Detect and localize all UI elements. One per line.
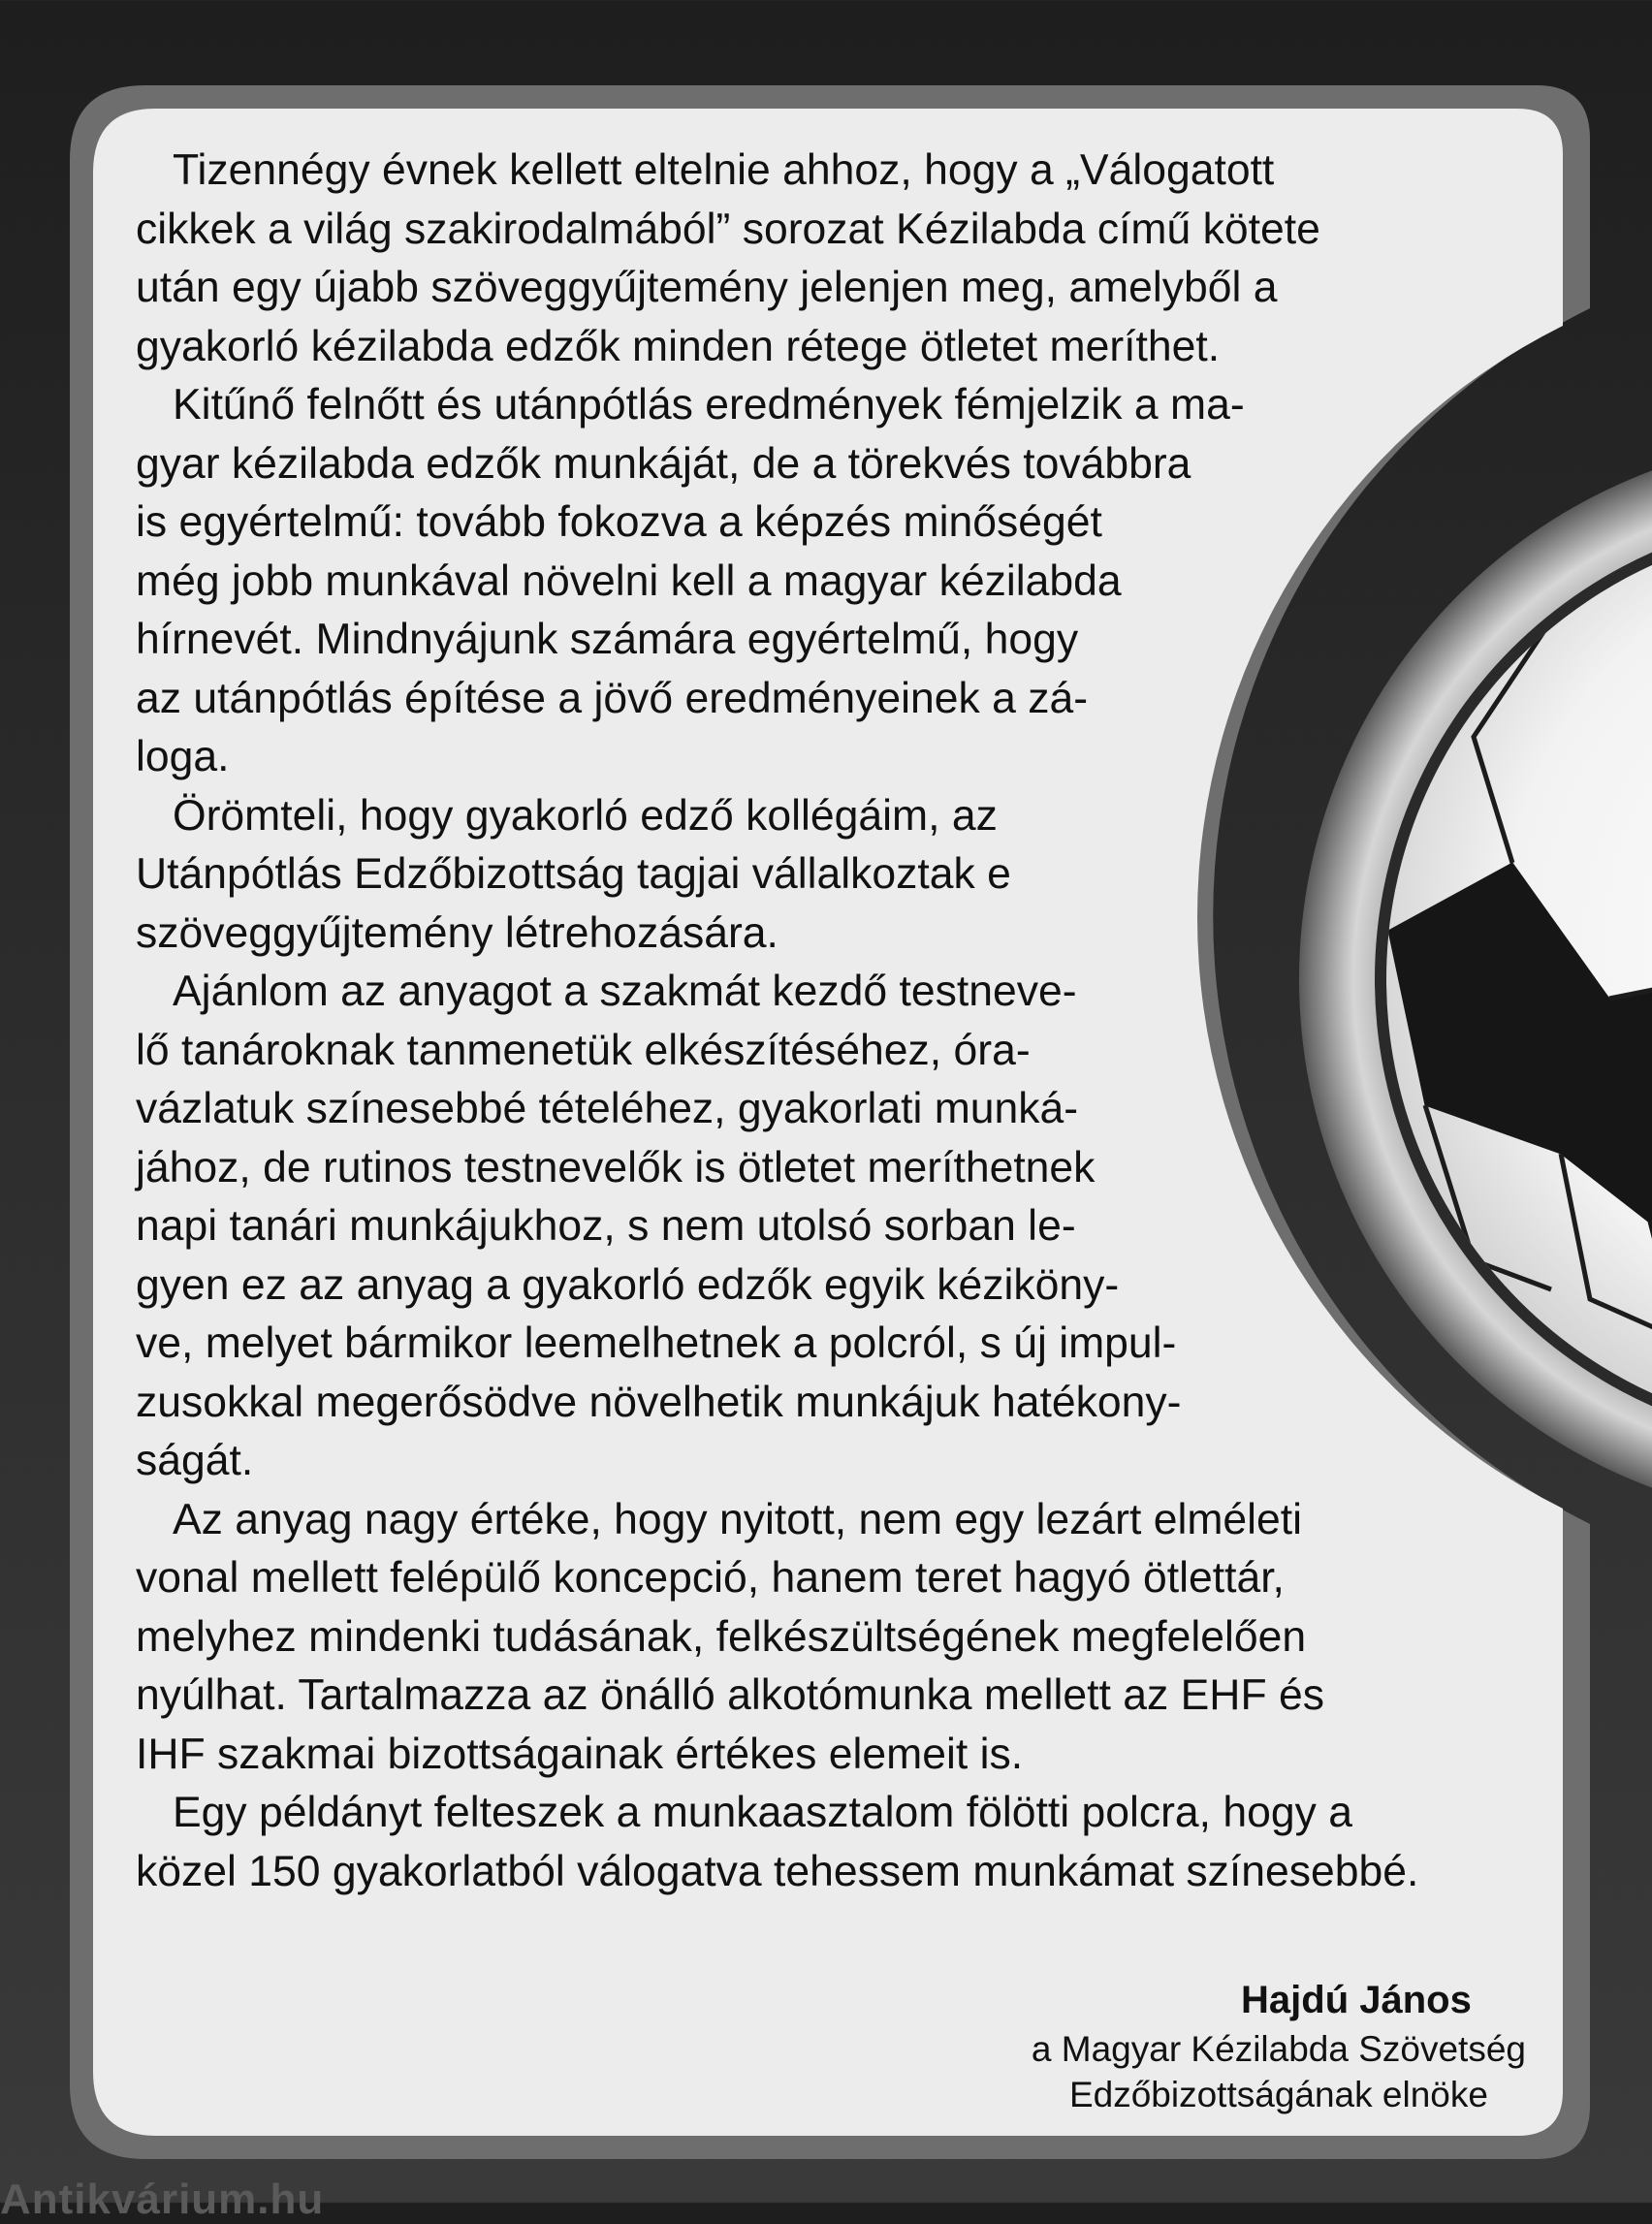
text-line: ságát. xyxy=(136,1437,254,1484)
text-line: gyakorló kézilabda edzők minden rétege ötletet meríthet. xyxy=(136,322,1221,370)
text-line: jához, de rutinos testnevelők is ötletet meríthetnek xyxy=(136,1143,1096,1191)
text-line: ve, melyet bármikor leemelhetnek a polcról, s új impul- xyxy=(136,1319,1177,1367)
paragraph-5 xyxy=(136,1491,1532,1785)
paragraph-2 xyxy=(136,376,1532,787)
paragraph-6 xyxy=(136,1784,1532,1901)
text-line: IHF szakmai bizottságainak értékes elemeit is. xyxy=(136,1730,1024,1778)
text-line: vázlatuk színesebbé tételéhez, gyakorlati munká- xyxy=(136,1085,1079,1132)
text-line: cikkek a világ szakirodalmából” sorozat Kézilabda című kötete xyxy=(136,205,1320,253)
text-line: Egy példányt felteszek a munkaasztalom fölötti polcra, hogy a xyxy=(173,1789,1352,1836)
body-text xyxy=(136,142,1532,1901)
text-line: Ajánlom az anyagot a szakmát kezdő testneve- xyxy=(173,968,1077,1015)
text-line: szöveggyűjtemény létrehozására. xyxy=(136,908,778,957)
text-line: Utánpótlás Edzőbizottság tagjai vállalkoztak e xyxy=(136,850,1011,898)
paragraph-4 xyxy=(136,963,1532,1491)
text-line: zusokkal megerősödve növelhetik munkájuk hatékony- xyxy=(136,1378,1182,1426)
signature-title-line: Edzőbizottságának elnöke xyxy=(1068,2075,1488,2114)
paragraph-1 xyxy=(136,142,1532,376)
text-line: közel 150 gyakorlatból válogatva tehessem munkámat színesebbé. xyxy=(136,1847,1419,1895)
text-line: az utánpótlás építése a jövő eredményeinek a zá- xyxy=(136,674,1089,722)
text-line: Kitűnő felnőtt és utánpótlás eredmények fémjelzik a ma- xyxy=(173,381,1245,429)
text-line: gyar kézilabda edzők munkáját, de a törekvés továbbra xyxy=(136,439,1191,488)
text-line: Örömteli, hogy gyakorló edző kollégáim, az xyxy=(173,791,998,840)
text-line: Tizennégy évnek kellett eltelnie ahhoz, hogy a „Válogatott xyxy=(173,146,1275,194)
signature-block xyxy=(1032,1974,1526,2117)
watermark-text: Antikvárium.hu xyxy=(0,2176,325,2223)
text-line: Az anyag nagy értéke, hogy nyitott, nem egy lezárt elméleti xyxy=(173,1495,1303,1543)
signature-title-line: a Magyar Kézilabda Szövetség xyxy=(1031,2029,1526,2069)
text-line: napi tanári munkájukhoz, s nem utolsó sorban le- xyxy=(136,1202,1076,1250)
signature-name: Hajdú János xyxy=(1241,1979,1472,2021)
text-line: nyúlhat. Tartalmazza az önálló alkotómunka mellett az EHF és xyxy=(136,1671,1324,1719)
text-line: melyhez mindenki tudásának, felkészültségének megfelelően xyxy=(136,1612,1307,1661)
text-line: hírnevét. Mindnyájunk számára egyértelmű, hogy xyxy=(136,616,1079,663)
text-line: után egy újabb szöveggyűjtemény jelenjen meg, amelyből a xyxy=(136,264,1278,311)
text-line: vonal mellett felépülő koncepció, hanem teret hagyó ötlettár, xyxy=(136,1554,1285,1602)
text-line: még jobb munkával növelni kell a magyar kézilabda xyxy=(136,556,1122,605)
text-line: loga. xyxy=(136,733,230,780)
text-line: gyen ez az anyag a gyakorló edzők egyik kéziköny- xyxy=(136,1260,1120,1309)
text-line: lő tanároknak tanmenetük elkészítéséhez, óra- xyxy=(136,1026,1031,1074)
paragraph-3 xyxy=(136,787,1532,964)
text-line: is egyértelmű: tovább fokozva a képzés minőségét xyxy=(136,498,1102,546)
